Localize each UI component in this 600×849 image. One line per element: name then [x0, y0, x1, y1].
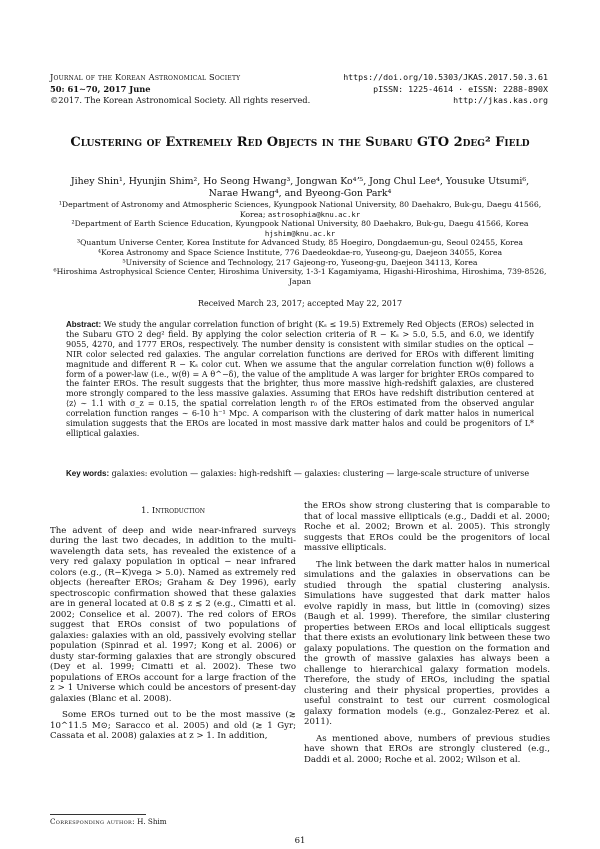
affiliation-4: ⁴Korea Astronomy and Space Science Institute, 776 Daedeokdae-ro, Yuseong-gu, Daejeon 34055, Korea — [97, 247, 503, 257]
abstract — [66, 320, 534, 439]
left-column — [50, 500, 296, 742]
journal-header — [50, 72, 310, 107]
section-heading: 1. Introduction — [140, 506, 205, 516]
abstract-text: We study the angular correlation function of bright (Kₛ ≤ 19.5) Extremely Red Objects (EROs) selected in the Subaru GTO 2 deg² field. By applying the color selection criteria of R − Kₛ > 5.0, 5.5, and 6.0, we identify 9055, 4270, and 1777 EROs, respectively. The number density is consistent with similar studies on the optical − NIR color selected red galaxies. The angular correlation functions are derived for EROs with different limiting magnitude and different R − Kₛ color cut. When we assume that the angular correlation function w(θ) follows a form of a power-law (i.e., w(θ) = A θ^−δ), the value of the amplitude A was larger for brighter EROs compared to the fainter EROs. The result suggests that the brighter, thus more massive high-redshift galaxies, are clustered more strongly compared to the less massive galaxies. Assuming that EROs have redshift distribution centered at ⟨z⟩ ∼ 1.1 with σ_z = 0.15, the spatial correlation length r₀ of the EROs estimated from the observed angular correlation function ranges ∼ 6-10 h⁻¹ Mpc. A comparison with the clustering of dark matter halos in numerical simulation suggests that the EROs are located in most massive dark matter halos and could be progenitors of L* elliptical galaxies. — [66, 320, 534, 438]
paragraph: The advent of deep and wide near-infrared surveys during the last two decades, in addition to the multi-wavelength data sets, has revealed the existence of a very red galaxy population in optical − near infrared colors (e.g., (R−K)vega > 5.0). Named as extremely red objects (hereafter EROs; Graham & Dey 1996), early spectroscopic confirmation showed that these galaxies are in general located at 0.8 ≲ z ≲ 2 (e.g., Cimatti et al. 2002; Conselice et al. 2007). The red colors of EROs suggest that EROs consist of two populations of galaxies: galaxies with an old, passively evolving stellar population (Spinrad et al. 1997; Kong et al. 2006) or dusty star-forming galaxies that are strongly obscured (Dey et al. 1999; Cimatti et al. 2002). These two populations of EROs account for a large fraction of the z > 1 Universe which could be ancestors of present-day galaxies (Blanc et al. 2008). — [50, 525, 296, 704]
footnote — [50, 817, 167, 826]
footnote-name: H. Shim — [137, 817, 167, 826]
email-link[interactable]: astrosophia@knu.ac.kr — [267, 209, 361, 219]
paragraph: the EROs show strong clustering that is comparable to that of local massive ellipticals (e.g., Daddi et al. 2000; Roche et al. 2002; Brown et al. 2005). This strongly suggests that EROs could be the progenitors of local massive ellipticals. — [304, 501, 550, 553]
doi-link[interactable]: https://doi.org/10.5303/JKAS.2017.50.3.61 — [343, 72, 548, 82]
paragraph: As mentioned above, numbers of previous studies have shown that EROs are strongly clustered (e.g., Daddi et al. 2000; Roche et al. 2002; Wilson et al. — [304, 733, 550, 765]
email-link[interactable]: hjshim@knu.ac.kr — [264, 228, 336, 238]
affiliation-2: ²Department of Earth Science Education, Kyungpook National University, 80 Daehakro, Buk-gu, Daegu 41566, Korea hjshim@knu.ac.kr — [71, 219, 529, 238]
author-list: Jihey Shin¹, Hyunjin Shim², Ho Seong Hwang³, Jongwan Ko⁴ʼ⁵, Jong Chul Lee⁴, Yousuke Utsumi⁶, Narae Hwang⁴, and Byeong-Gon Park⁴ — [70, 176, 530, 199]
footnote-label: Corresponding author: — [50, 817, 135, 826]
volume-pages: 50: 61∼70, 2017 June — [50, 83, 151, 94]
affiliation-5: ⁵University of Science and Technology, 217 Gajeong-ro, Yuseong-gu, Daejeon 34113, Korea — [122, 257, 478, 267]
affiliation-1: ¹Department of Astronomy and Atmospheric Sciences, Kyungpook National University, 80 Daehakro, Buk-gu, Daegu 41566, Korea; astrosophia@knu.ac.kr — [58, 200, 542, 219]
paragraph: The link between the dark matter halos in numerical simulations and the galaxies in observations can be studied through the spatial clustering analysis. Simulations have suggested that dark matter halos evolve rapidly in mass, but little in (comoving) sizes (Baugh et al. 1999). Therefore, the similar clustering properties between EROs and local ellipticals suggest that there exists an evolutionary link between these two galaxy populations. The question on the formation and the growth of massive galaxies has always been a challenge to hierarchical galaxy formation models. Therefore, the study of EROs, including the spatial clustering and their physical properties, provides a useful constraint to test our current cosmological galaxy formation models (e.g., Gonzalez-Perez et al. 2011). — [304, 559, 550, 727]
issn: pISSN: 1225-4614 · eISSN: 2288-890X — [373, 83, 548, 94]
keywords-text: galaxies: evolution — galaxies: high-redshift — galaxies: clustering — large-scale structure of universe — [111, 469, 530, 478]
affiliations — [48, 200, 552, 286]
received-dates: Received March 23, 2017; accepted May 22, 2017 — [197, 299, 403, 308]
keywords-label: Key words: — [66, 469, 110, 478]
page-number: 61 — [294, 836, 306, 846]
copyright: ©2017. The Korean Astronomical Society. All rights reserved. — [50, 95, 311, 105]
doi-header — [343, 72, 548, 107]
affiliation-6: ⁶Hiroshima Astrophysical Science Center, Hiroshima University, 1-3-1 Kagamiyama, Higashi-Hiroshima, Hiroshima, 739-8526, Japan — [53, 267, 547, 286]
journal-url[interactable]: http://jkas.kas.org — [453, 95, 548, 105]
journal-name: Journal of the Korean Astronomical Society — [50, 72, 241, 82]
paper-title: Clustering of Extremely Red Objects in the Subaru GTO 2deg² Field — [70, 135, 530, 150]
keywords — [66, 469, 534, 479]
affiliation-3: ³Quantum Universe Center, Korea Institute for Advanced Study, 85 Hoegiro, Dongdaemun-gu, Seoul 02455, Korea — [77, 238, 523, 248]
right-column — [304, 501, 550, 765]
paragraph: Some EROs turned out to be the most massive (≳ 10^11.5 M⊙; Saracco et al. 2005) and old (≳ 1 Gyr; Cassata et al. 2008) galaxies at z > 1. In addition, — [50, 710, 296, 741]
abstract-label: Abstract: — [66, 320, 102, 329]
footnote-rule — [50, 814, 146, 815]
